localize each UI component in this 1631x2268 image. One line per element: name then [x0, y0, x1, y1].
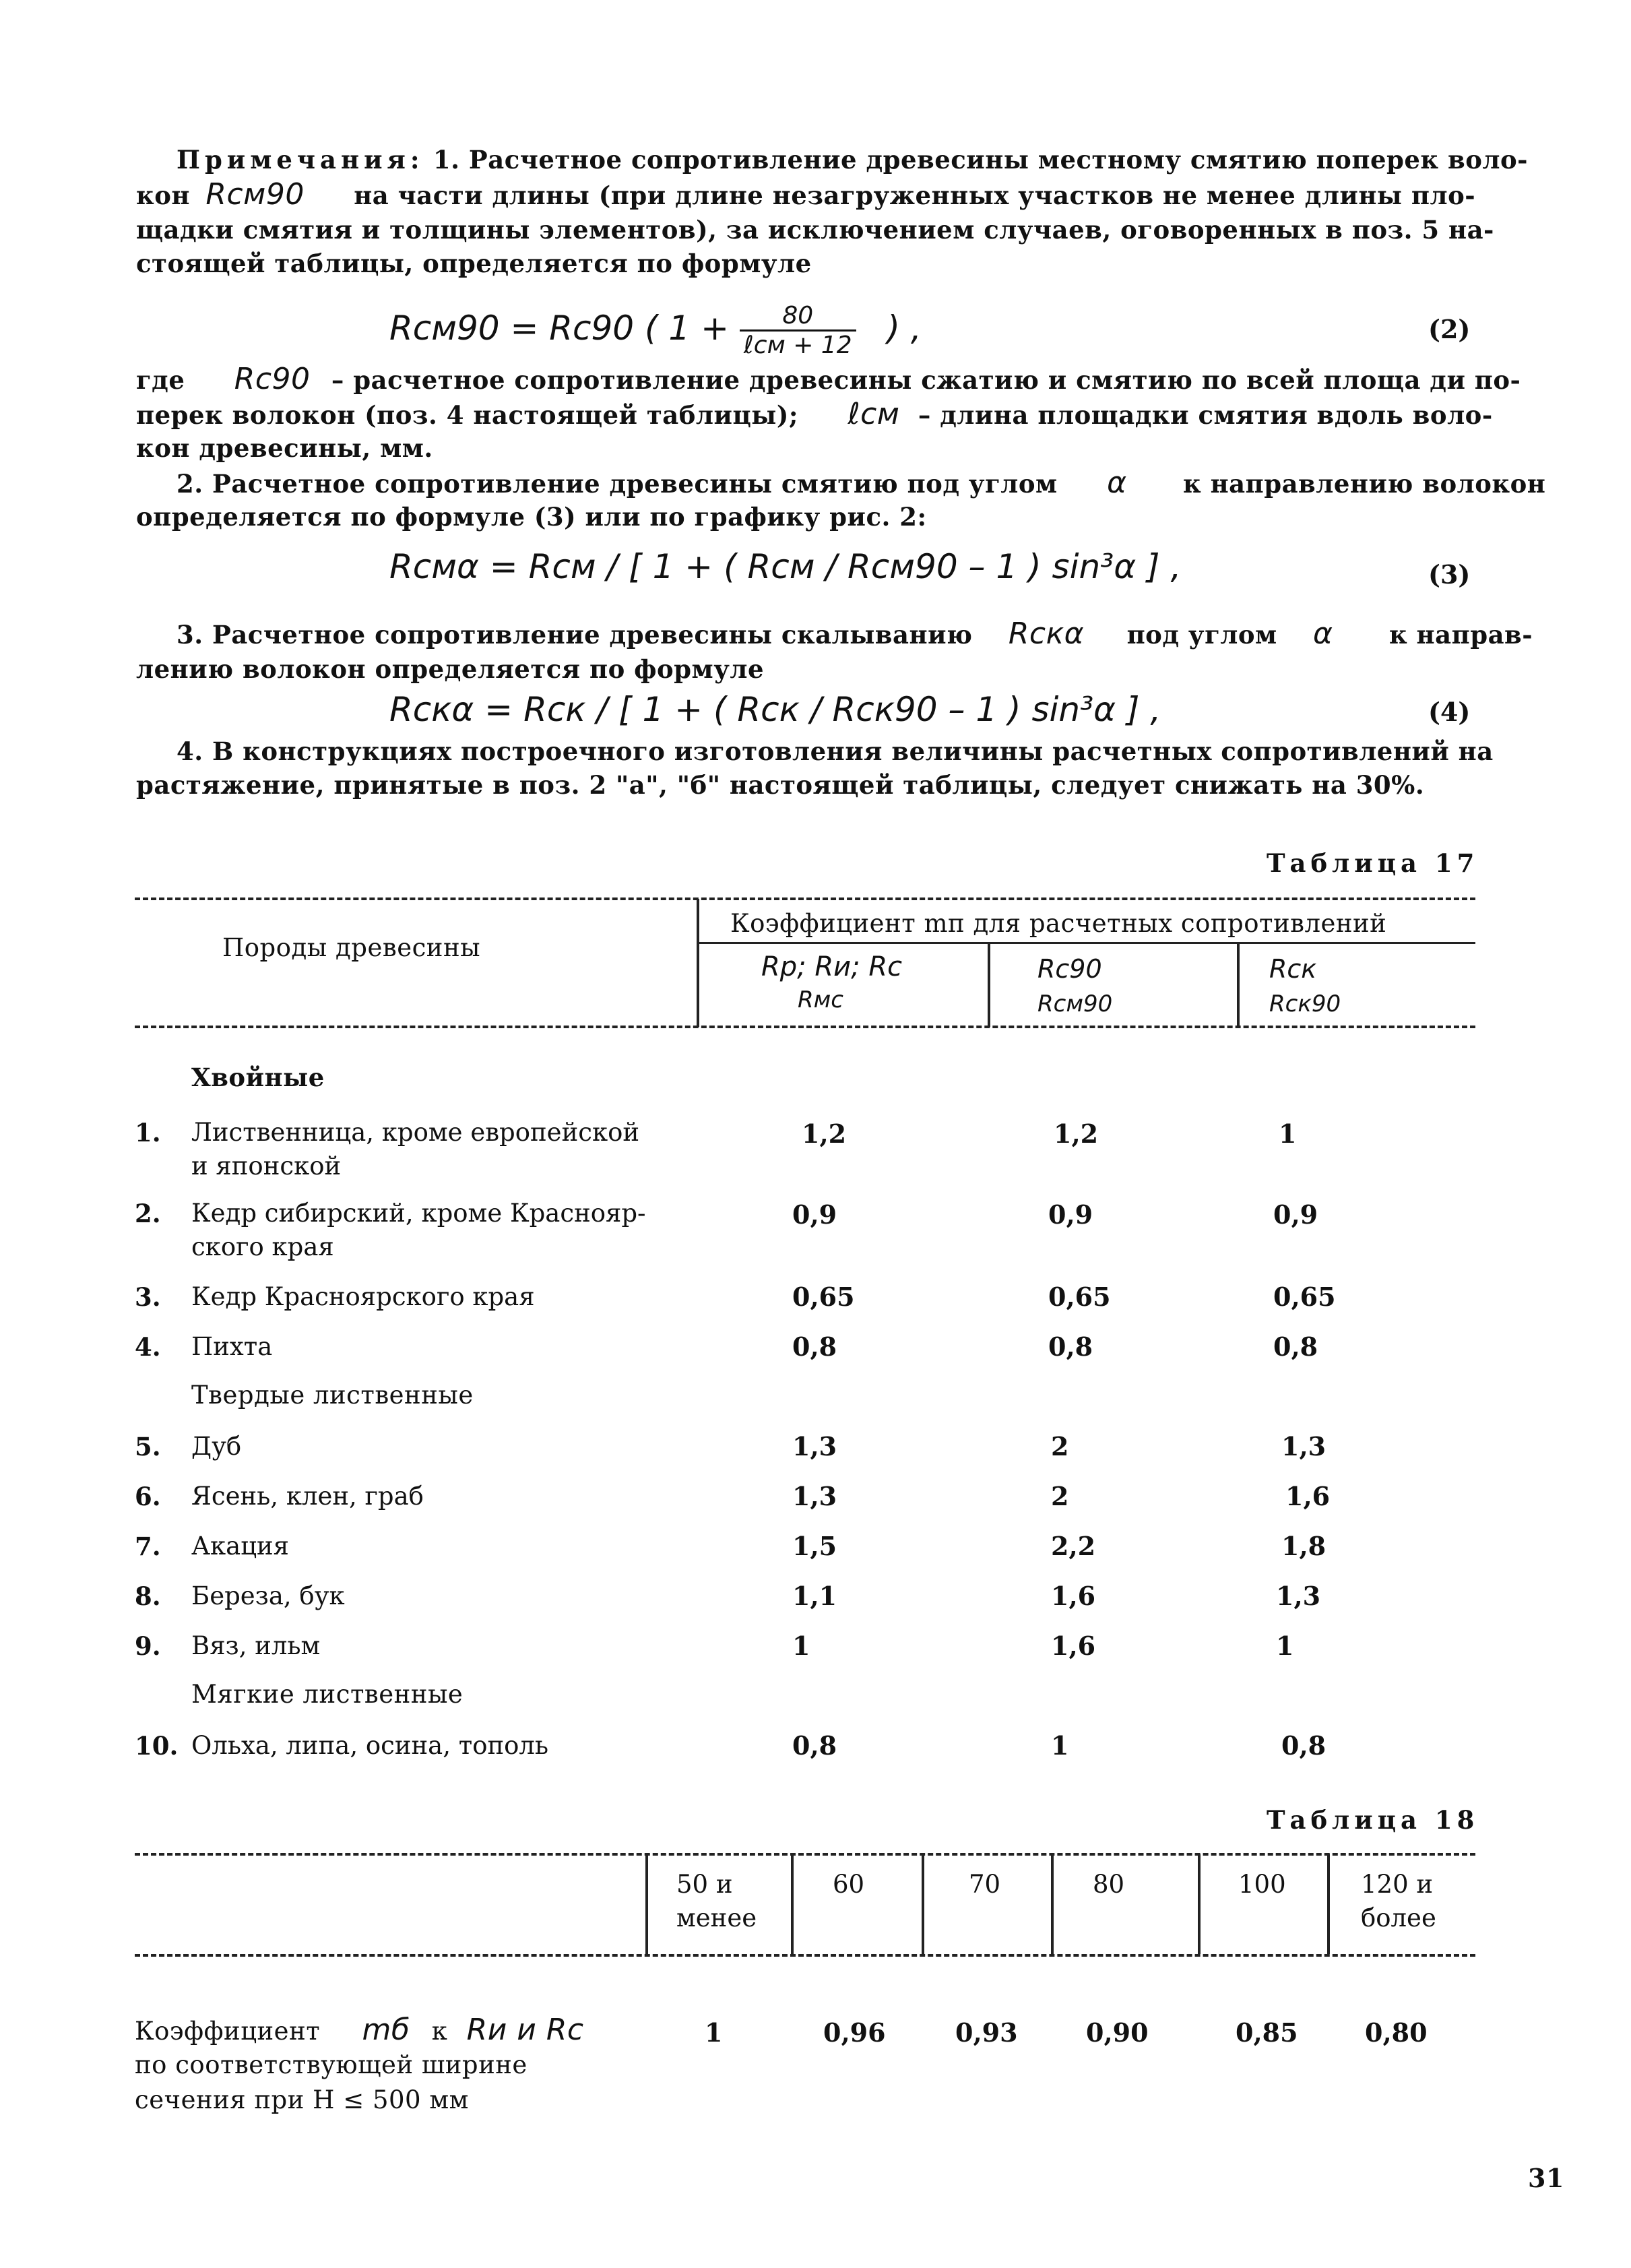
row-number: 4.: [135, 1332, 161, 1362]
table-18-header-80: 80: [1093, 1870, 1125, 1899]
row-species: Вяз, ильм: [191, 1631, 321, 1660]
table-18-top-rule: [135, 1853, 1475, 1856]
symbol-r-sk-alpha: Rскα: [1008, 617, 1085, 651]
row-value-1: 1,1: [792, 1581, 837, 1611]
table-18-divider-3: [1051, 1854, 1054, 1954]
table-18-header-70: 70: [969, 1870, 1001, 1899]
row-number: 9.: [135, 1631, 161, 1661]
row-value-2: 2: [1051, 1431, 1069, 1461]
note-2-pre: 2. Расчетное сопротивление древесины смятию под углом: [177, 469, 1058, 499]
equation-number-4: (4): [1428, 697, 1471, 727]
table-18-title: Таблица 18: [1267, 1805, 1479, 1835]
note-2-line-b: определяется по формуле (3) или по графику рис. 2:: [136, 502, 927, 532]
table-18-header-50-b: менее: [676, 1903, 757, 1932]
equation-number-2: (2): [1428, 314, 1471, 344]
where-pre: где: [136, 365, 185, 395]
table-18-value-70: 0,93: [955, 2017, 1018, 2048]
table-18-value-50: 1: [705, 2017, 723, 2048]
symbol-alpha: α: [1107, 466, 1127, 500]
row-value-2: 2,2: [1051, 1531, 1096, 1561]
row-species: Лиственница, кроме европейской: [191, 1118, 640, 1147]
equation-number-3: (3): [1428, 559, 1471, 590]
note-3-post: к направ-: [1388, 620, 1533, 650]
table-17-coef-rule: [698, 942, 1475, 944]
row-label-mid: к: [431, 2017, 448, 2046]
formula-4: Rскα = Rск / [ 1 + ( Rск / Rск90 – 1 ) sin³α ] ,: [389, 690, 1161, 729]
where-line-b: [136, 399, 1493, 431]
row-value-3: 1,3: [1281, 1431, 1326, 1461]
row-value-2: 1,6: [1051, 1631, 1096, 1661]
note-1-line-c: щадки смятия и толщины элементов), за исключением случаев, оговоренных в поз. 5 на-: [136, 215, 1494, 245]
table-17-sub3-a: Rск: [1269, 954, 1317, 984]
note-3-mid: под углом: [1126, 620, 1277, 650]
formula-2-numerator: 80: [740, 302, 856, 332]
row-number: 2.: [135, 1199, 161, 1228]
note-1-line-b: [136, 179, 1475, 211]
table-18-value-80: 0,90: [1086, 2017, 1149, 2048]
row-species: Кедр сибирский, кроме Краснояр-: [191, 1199, 646, 1228]
table-18-value-100: 0,85: [1236, 2017, 1298, 2048]
row-value-3: 0,8: [1273, 1331, 1318, 1362]
row-value-2: 1: [1051, 1730, 1069, 1761]
note-4-line-b: растяжение, принятые в поз. 2 "а", "б" настоящей таблицы, следует снижать на 30%.: [136, 770, 1425, 800]
where-b-pre: перек волокон (поз. 4 настоящей таблицы);: [136, 400, 799, 430]
row-number: 1.: [135, 1118, 161, 1147]
row-label-pre: Коэффициент: [135, 2017, 321, 2046]
table-17-top-rule: [135, 897, 1475, 900]
note-3-pre: 3. Расчетное сопротивление древесины скалыванию: [177, 620, 973, 650]
note-2-post: к направлению волокон: [1182, 469, 1546, 499]
table-17-sub1-b: Rмс: [798, 986, 843, 1013]
table-18-header-100: 100: [1238, 1870, 1286, 1899]
where-line-a: [136, 364, 1521, 396]
note-1-text-a: 1. Расчетное сопротивление древесины местному смятию поперек воло-: [433, 145, 1529, 175]
table-18-divider-5: [1327, 1854, 1330, 1954]
row-value-1: 1,5: [792, 1531, 837, 1561]
row-value-1: 0,8: [792, 1730, 837, 1761]
row-number: 8.: [135, 1581, 161, 1611]
row-value-2: 0,8: [1048, 1331, 1093, 1362]
table-17-divider-main: [697, 899, 699, 1027]
table-18-header-50: 50 и: [676, 1870, 733, 1899]
notes-heading: Примечания:: [177, 145, 424, 175]
note-1-text-b-post: на части длины (при длине незагруженных участков не менее длины пло-: [354, 181, 1476, 210]
table-18-value-60: 0,96: [823, 2017, 886, 2048]
row-value-1: 1: [792, 1631, 810, 1661]
row-value-1: 1,3: [792, 1431, 837, 1461]
row-number: 6.: [135, 1482, 161, 1511]
formula-2-denominator: ℓсм + 12: [743, 332, 852, 359]
note-3-line-b: лению волокон определяется по формуле: [136, 654, 765, 684]
row-number: 5.: [135, 1432, 161, 1461]
row-value-3: 1: [1276, 1631, 1294, 1661]
table-18-header-rule: [135, 1954, 1475, 1957]
symbol-alpha-2: α: [1313, 617, 1333, 651]
table-17-title: Таблица 17: [1267, 848, 1479, 878]
symbol-r-c90: Rс90: [234, 362, 311, 396]
table-17-sub3-b: Rск90: [1269, 990, 1341, 1017]
row-value-3: 1: [1279, 1119, 1297, 1149]
row-value-1: 1,3: [792, 1481, 837, 1511]
table-18-divider-2: [922, 1854, 924, 1954]
note-1-text-b-pre: кон: [136, 181, 190, 210]
row-species: Ясень, клен, граб: [191, 1482, 424, 1511]
row-value-2: 1,6: [1051, 1581, 1096, 1611]
row-value-2: 0,65: [1048, 1282, 1111, 1312]
table-17-group-conifers: Хвойные: [191, 1063, 325, 1092]
table-17-divider-2: [1237, 942, 1240, 1027]
formula-2-right: ) ,: [887, 309, 922, 348]
table-17-sub2-a: Rс90: [1037, 954, 1102, 984]
row-species: Пихта: [191, 1332, 273, 1361]
formula-2-fraction: [740, 302, 856, 359]
table-18-header-60: 60: [833, 1870, 865, 1899]
row-value-1: 1,2: [802, 1119, 847, 1149]
row-value-3: 1,6: [1285, 1481, 1331, 1511]
table-18-row-label-a: [135, 2015, 584, 2047]
row-number: 7.: [135, 1532, 161, 1561]
table-17-sub2-b: Rсм90: [1037, 990, 1113, 1017]
note-3-line-a: [177, 619, 1533, 650]
note-1-line-d: стоящей таблицы, определяется по формуле: [136, 249, 812, 278]
table-17-col-coef: Коэффициент mп для расчетных сопротивлений: [730, 909, 1387, 938]
where-line-c: кон древесины, мм.: [136, 433, 433, 463]
table-18-divider-0: [645, 1854, 648, 1954]
row-value-1: 0,8: [792, 1331, 837, 1362]
where-post: – расчетное сопротивление древесины сжатию и смятию по всей площа ди по-: [331, 365, 1521, 395]
row-value-2: 2: [1051, 1481, 1069, 1511]
where-b-post: – длина площадки смятия вдоль воло-: [918, 400, 1493, 430]
row-value-2: 0,9: [1048, 1199, 1093, 1230]
formula-3: Rсмα = Rсм / [ 1 + ( Rсм / Rсм90 – 1 ) sin³α ] ,: [389, 547, 1182, 586]
row-species-cont: и японской: [191, 1152, 342, 1180]
note-1-line-a: [177, 144, 1528, 175]
table-18-divider-1: [791, 1854, 794, 1954]
table-18-row-label-b: по соответствующей ширине: [135, 2050, 527, 2079]
note-2-line-a: [177, 468, 1545, 499]
table-18-row-label-c: сечения при Н ≤ 500 мм: [135, 2085, 469, 2114]
row-value-3: 0,8: [1281, 1730, 1326, 1761]
table-17-col-species: Породы древесины: [222, 933, 481, 962]
symbol-r-i-r-c: Rи и Rс: [466, 2013, 584, 2047]
row-value-1: 0,9: [792, 1199, 837, 1230]
formula-2-left: Rсм90 = Rс90 ( 1 +: [389, 309, 730, 348]
row-value-3: 1,3: [1276, 1581, 1321, 1611]
table-17-sub1-a: Rр; Rи; Rс: [761, 951, 903, 982]
row-species: Ольха, липа, осина, тополь: [191, 1731, 549, 1760]
note-4-line-a: 4. В конструкциях построечного изготовления величины расчетных сопротивлений на: [177, 736, 1494, 766]
symbol-l-cm: ℓсм: [848, 397, 900, 431]
symbol-r-cm90: Rсм90: [205, 177, 305, 212]
table-17-group-hardwood: Твердые лиственные: [191, 1381, 474, 1410]
row-species: Кедр Красноярского края: [191, 1282, 535, 1311]
row-value-3: 0,65: [1273, 1282, 1336, 1312]
page-number: 31: [1528, 2163, 1564, 2193]
row-number: 10.: [135, 1731, 179, 1761]
table-17-group-softwood: Мягкие лиственные: [191, 1680, 463, 1709]
row-value-1: 0,65: [792, 1282, 855, 1312]
row-species-cont: ского края: [191, 1232, 334, 1261]
formula-2: [389, 302, 922, 359]
row-value-2: 1,2: [1054, 1119, 1099, 1149]
table-18-header-120-b: более: [1361, 1903, 1436, 1932]
row-number: 3.: [135, 1282, 161, 1312]
table-17-divider-1: [988, 942, 990, 1027]
symbol-m-b: mб: [362, 2013, 410, 2047]
row-value-3: 0,9: [1273, 1199, 1318, 1230]
row-value-3: 1,8: [1281, 1531, 1326, 1561]
row-species: Береза, бук: [191, 1581, 345, 1610]
row-species: Акация: [191, 1532, 290, 1561]
table-18-header-120: 120 и: [1361, 1870, 1434, 1899]
table-18-value-120: 0,80: [1365, 2017, 1428, 2048]
row-species: Дуб: [191, 1432, 242, 1461]
table-18-divider-4: [1198, 1854, 1201, 1954]
table-17-header-rule: [135, 1026, 1475, 1028]
